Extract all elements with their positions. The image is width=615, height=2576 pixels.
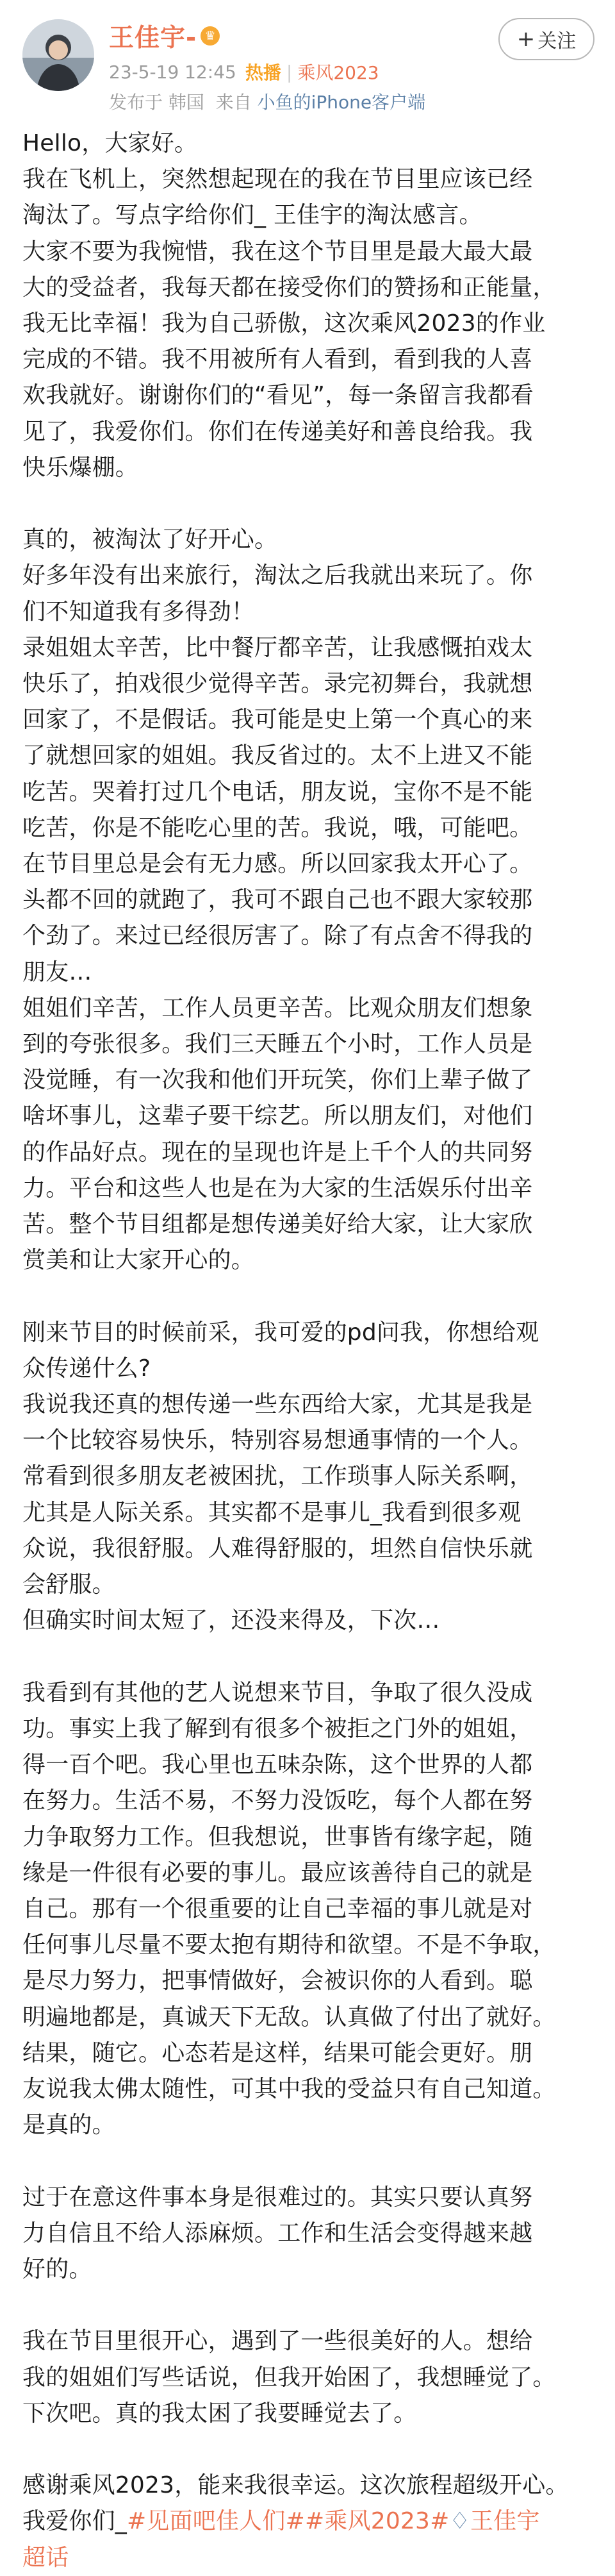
post-text-line: 一个比较容易快乐，特别容易想通事情的一个人。 (22, 1427, 533, 1454)
post-text-line: 过于在意这件事本身是很难过的。其实只要认真努 (22, 2184, 533, 2211)
post-text-line: 我无比幸福！我为自己骄傲，这次乘风2023的作业 (22, 310, 546, 337)
diamond-icon: ♢ (449, 2508, 470, 2535)
post-text-line: 感谢乘风2023，能来我很幸运。这次旅程超级开心。 (22, 2472, 569, 2499)
post-text-line: 苦。整个节目组都是想传递美好给大家，让大家欣 (22, 1211, 533, 1238)
post-text-line: 我在节目里很开心，遇到了一些很美好的人。想给 (22, 2328, 533, 2355)
post-text-line: 好多年没有出来旅行，淘汰之后我就出来玩了。你 (22, 562, 533, 589)
hot-tag: 热播 (245, 62, 281, 83)
post-text-line: 啥坏事儿，这辈子要干综艺。所以朋友们，对他们 (22, 1103, 533, 1130)
source-prefix: 来自 (215, 92, 252, 113)
post-text-line: 大的受益者，我每天都在接受你们的赞扬和正能量， (22, 274, 556, 301)
post-date: 23-5-19 12:45 (109, 61, 236, 83)
post-text-line: 我在飞机上，突然想起现在的我在节目里应该已经 (22, 166, 533, 193)
post-text-line: 快乐爆棚。 (22, 454, 139, 481)
post-text-line: 常看到很多朋友老被困扰，工作琐事人际关系啊， (22, 1463, 533, 1490)
meta-row (109, 59, 379, 85)
supertopic-link[interactable]: 王佳宇 (470, 2508, 540, 2535)
post-location: 发布于 韩国 (109, 92, 204, 113)
post-text-line: 没觉睡，有一次我和他们开玩笑，你们上辈子做了 (22, 1067, 533, 1094)
post-text-line: 力争取努力工作。但我想说，世事皆有缘字起，随 (22, 1823, 533, 1850)
post-text-line: 是真的。 (22, 2112, 115, 2139)
post-text-line: 刚来节目的时候前采，我可爱的pd问我，你想给观 (22, 1319, 539, 1346)
post-text-line: 的作品好点。现在的呈现也许是上千个人的共同努 (22, 1139, 533, 1166)
hashtag-link[interactable]: #见面吧佳人们# (127, 2508, 305, 2535)
hashtag-link[interactable]: #乘风2023# (304, 2508, 450, 2535)
source-row (109, 88, 425, 114)
post-text-line: 快乐了，拍戏很少觉得辛苦。录完初舞台，我就想 (22, 671, 533, 698)
post-text-line: 淘汰了。写点字给你们_ 王佳宇的淘汰感言。 (22, 202, 482, 229)
post-text-line: 大家不要为我惋惜，我在这个节目里是最大最大最 (22, 238, 533, 265)
post-text-line: 是尽力努力，把事情做好，会被识你的人看到。聪 (22, 1968, 533, 1995)
post-text-line: 但确实时间太短了，还没来得及，下次… (22, 1607, 440, 1634)
post-text-line: 在努力。生活不易，不努力没饭吃，每个人都在努 (22, 1787, 533, 1814)
post-text-line: 得一百个吧。我心里也五味杂陈，这个世界的人都 (22, 1752, 533, 1778)
post-text-line: 吃苦。哭着打过几个电话，朋友说，宝你不是不能 (22, 778, 533, 805)
post-text-line: 下次吧。真的我太困了我要睡觉去了。 (22, 2400, 417, 2427)
post-text-line: 缘是一件很有必要的事儿。最应该善待自己的就是 (22, 1859, 533, 1886)
post-body (22, 126, 599, 2576)
post-text-line: 友说我太佛太随性，可其中我的受益只有自己知道。 (22, 2075, 556, 2102)
post-text-line: 众说，我很舒服。人难得舒服的，坦然自信快乐就 (22, 1535, 533, 1562)
username[interactable]: 王佳宇- (109, 24, 197, 53)
post-text-line: 明遍地都是，真诚天下无敌。认真做了付出了就好。 (22, 2003, 556, 2030)
post-text-line: 在节目里总是会有无力感。所以回家我太开心了。 (22, 851, 533, 878)
post-text-line: 力自信且不给人添麻烦。工作和生活会变得越来越 (22, 2220, 533, 2246)
post-text-line: 完成的不错。我不用被所有人看到，看到我的人喜 (22, 346, 533, 373)
post-text-line: 结果，随它。心态若是这样，结果可能会更好。朋 (22, 2039, 533, 2066)
post-text-line: 朋友… (22, 958, 92, 985)
follow-button[interactable] (498, 18, 594, 60)
post-text-line: 欢我就好。谢谢你们的“看见”，每一条留言我都看 (22, 382, 534, 409)
post-text-line: 吃苦，你是不能吃心里的苦。我说，哦，可能吧。 (22, 814, 533, 841)
post-text-line: 我说我还真的想传递一些东西给大家，尤其是我是 (22, 1391, 533, 1418)
meta-separator: | (286, 61, 293, 83)
post-text-line: 自己。那有一个很重要的让自己幸福的事儿就是对 (22, 1895, 533, 1922)
post-text-line: 众传递什么? (22, 1355, 151, 1382)
paragraph-gap (22, 486, 599, 522)
paragraph-gap (22, 2143, 599, 2179)
post-text-line: 功。事实上我了解到有很多个被拒之门外的姐姐， (22, 1715, 533, 1742)
post-text-line: 好的。 (22, 2255, 92, 2282)
post-text-line: 们不知道我有多得劲！ (22, 598, 255, 625)
name-row (109, 18, 220, 54)
post-text-line: 到的夸张很多。我们三天睡五个小时，工作人员是 (22, 1031, 533, 1058)
paragraph-gap (22, 2432, 599, 2468)
post-text-line: 回家了，不是假话。我可能是史上第一个真心的来 (22, 707, 533, 733)
crown-icon: ♛ (201, 26, 220, 46)
plus-icon: + (516, 26, 536, 52)
paragraph-gap (22, 1639, 599, 1675)
post-text-line: 我看到有其他的艺人说想来节目，争取了很久没成 (22, 1679, 533, 1706)
avatar[interactable] (22, 19, 94, 91)
post-text-line: 了就想回家的姐姐。我反省过的。太不上进又不能 (22, 742, 533, 769)
post-text-line: 会舒服。 (22, 1571, 115, 1598)
post-text-line: 赏美和让大家开心的。 (22, 1247, 255, 1274)
avatar-image (22, 19, 94, 91)
final-prefix: 我爱你们_ (22, 2508, 127, 2535)
post-text-line: Hello，大家好。 (22, 130, 198, 156)
topic-link[interactable]: 乘风2023 (297, 62, 379, 83)
post-text-line: 姐姐们辛苦，工作人员更辛苦。比观众朋友们想象 (22, 994, 533, 1021)
supertopic-link-tail[interactable]: 超话 (22, 2544, 69, 2571)
follow-label: 关注 (537, 30, 577, 53)
post-text-line: 我的姐姐们写些话说，但我开始困了，我想睡觉了。 (22, 2364, 556, 2391)
post-text-line: 录姐姐太辛苦，比中餐厅都辛苦，让我感慨拍戏太 (22, 634, 533, 661)
post-text-line: 真的，被淘汰了好开心。 (22, 526, 278, 553)
source-client-link[interactable]: 小鱼的iPhone客户端 (257, 92, 426, 113)
post-text-line: 个劲了。来过已经很厉害了。除了有点舍不得我的 (22, 923, 533, 949)
post-final-line (22, 2504, 599, 2575)
post-text-line: 见了，我爱你们。你们在传递美好和善良给我。我 (22, 418, 533, 445)
post-text-line: 任何事儿尽量不要太抱有期待和欲望。不是不争取， (22, 1932, 556, 1959)
post-text-line: 尤其是人际关系。其实都不是事儿_我看到很多观 (22, 1499, 521, 1526)
post-text-line: 头都不回的就跑了，我可不跟自己也不跟大家较那 (22, 887, 533, 914)
post-header (0, 0, 615, 119)
paragraph-gap (22, 1278, 599, 1314)
post-text-line: 力。平台和这些人也是在为大家的生活娱乐付出辛 (22, 1175, 533, 1201)
paragraph-gap (22, 2287, 599, 2323)
